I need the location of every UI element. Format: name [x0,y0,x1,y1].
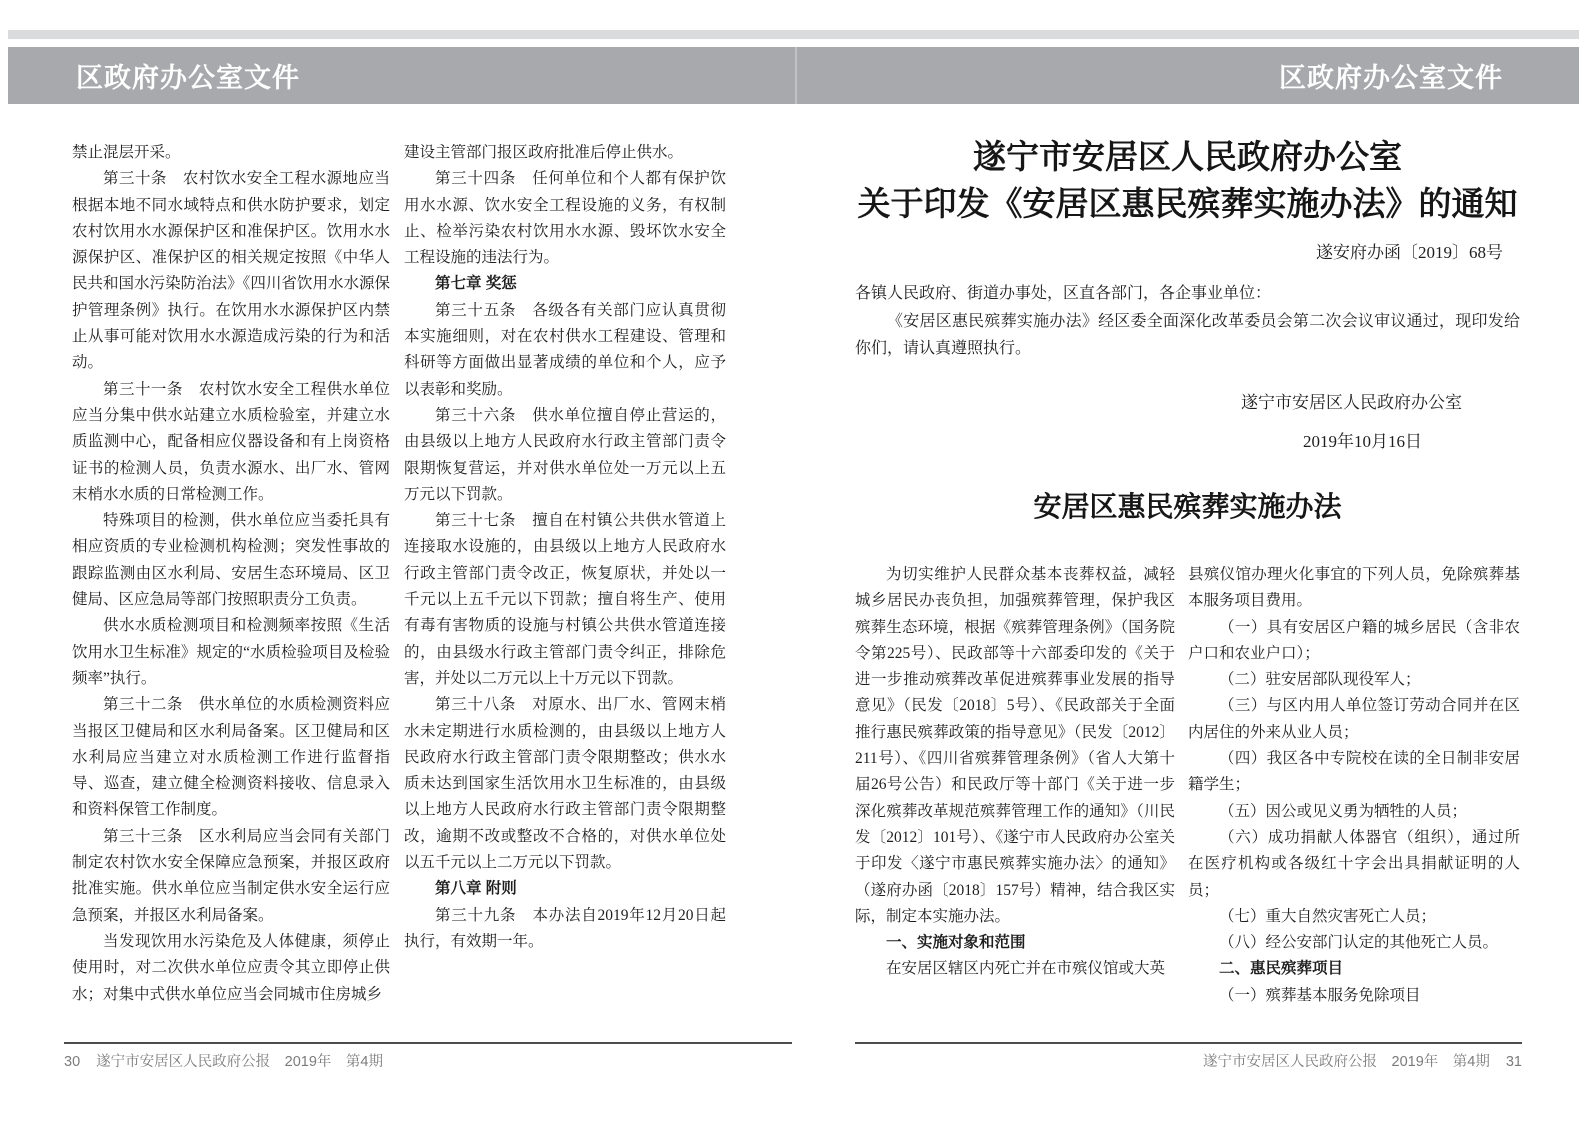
notice-body [855,280,1520,363]
list-item: （八）经公安部门认定的其他死亡人员。 [1219,934,1499,952]
paragraph: 为切实维护人民群众基本丧葬权益，减轻城乡居民办丧负担，加强殡葬管理，保护我区殡葬生态环境，根据《殡葬管理条例》（国务院令第225号）、民政部等十六部委印发的《关于进一步推动殡葬改革促进殡葬事业发展的指导意见》（民发〔2018〕5号）、《民政部关于全面推行惠民殡葬政策的指导意见》（民发〔2012〕211号）、《四川省殡葬管理条例》（省人大第十届26号公告）和民政厅等十部门《关于进一步深化殡葬改革规范殡葬管理工作的通知》（川民发〔2012〕101号）、《遂宁市人民政府办公室关于印发〈遂宁市惠民殡葬实施办法〉的通知》（遂府办函〔2018〕157号）精神，结合我区实际，制定本实施办法。 [855,566,1175,925]
notice-paragraph: 《安居区惠民殡葬实施办法》经区委全面深化改革委员会第二次会议审议通过，现印发给你们，请认真遵照执行。 [855,312,1520,357]
banner-right-label: 区政府办公室文件 [1279,63,1503,93]
page-number: 30 [64,1054,81,1070]
article-paragraph: 第三十四条 任何单位和个人都有保护饮用水水源、饮水安全工程设施的义务，有权制止、检举污染农村饮用水水源、毁坏饮水安全工程设施的违法行为。 [404,170,726,267]
page-number: 31 [1505,1054,1522,1070]
top-accent-strip [8,30,1579,39]
list-item: （二）驻安居部队现役军人； [1219,671,1421,689]
right-page-footer [855,1042,1522,1071]
paragraph: 供水水质检测项目和检测频率按照《生活饮用水卫生标准》规定的“水质检验项目及检验频率”执行。 [72,617,390,687]
document-title-line1: 遂宁市安居区人民政府办公室 [973,138,1402,175]
right-page-column-2 [1188,562,1520,1009]
document-title [855,133,1520,227]
paragraph: 特殊项目的检测，供水单位应当委托具有相应资质的专业检测机构检测；突发性事故的跟踪监测由区水利局、安居生态环境局、区卫健局、区应急局等部门按照职责分工负责。 [72,512,390,609]
section-heading: 二、惠民殡葬项目 [1219,960,1344,978]
section-title: 安居区惠民殡葬实施办法 [1033,491,1342,522]
paragraph: 禁止混层开采。 [72,144,181,161]
signoff-organization: 遂宁市安居区人民政府办公室 [1241,393,1462,412]
left-page-column-2 [404,140,726,955]
left-page-column-1 [72,140,390,1008]
list-item: （五）因公或见义勇为牺牲的人员； [1219,802,1468,820]
list-item: （六）成功捐献人体器官（组织），通过所在医疗机构或各级红十字会出具捐献证明的人员； [1188,828,1520,899]
salutation: 各镇人民政府、街道办事处，区直各部门，各企事业单位： [855,285,1272,302]
paragraph: 建设主管部门报区政府批准后停止供水。 [404,144,684,161]
section-heading: 一、实施对象和范围 [886,934,1026,952]
list-item: （三）与区内用人单位签订劳动合同并在区内居住的外来从业人员； [1188,697,1520,741]
document-title-line2: 关于印发《安居区惠民殡葬实施办法》的通知 [857,185,1518,222]
article-paragraph: 第三十一条 农村饮水安全工程供水单位应当分集中供水站建立水质检验室，并建立水质监测中心，配备相应仪器设备和有上岗资格证书的检测人员，负责水源水、出厂水、管网末梢水水质的日常检测工作。 [72,380,390,503]
article-paragraph: 第三十条 农村饮水安全工程水源地应当根据本地不同水域特点和供水防护要求，划定农村饮用水水源保护区和准保护区。饮用水水源保护区、准保护区的相关规定按照《中华人民共和国水污染防治法》《四川省饮用水水源保护管理条例》执行。在饮用水水源保护区内禁止从事可能对饮用水水源造成污染的行为和活动。 [72,170,390,372]
paragraph: 县殡仪馆办理火化事宜的下列人员，免除殡葬基本服务项目费用。 [1188,566,1520,610]
article-paragraph: 第三十八条 对原水、出厂水、管网末梢水未定期进行水质检测的，由县级以上地方人民政府水行政主管部门责令限期整改；供水水质未达到国家生活饮用水卫生标准的，由县级以上地方人民政府水行政主管部门责令限期整改，逾期不改或整改不合格的，对供水单位处以五千元以上二万元以下罚款。 [404,696,726,872]
article-paragraph: 第三十二条 供水单位的水质检测资料应当报区卫健局和区水利局备案。区卫健局和区水利局应当建立对水质检测工作进行监督指导、巡查，建立健全检测资料接收、信息录入和资料保管工作制度。 [72,696,390,819]
signoff-date: 2019年10月16日 [1303,432,1422,451]
page-gutter-seam [795,47,797,104]
gazette-label: 遂宁市安居区人民政府公报 2019年 第4期 [1203,1054,1490,1070]
chapter-heading: 第八章 附则 [435,880,517,898]
list-item: （一）具有安居区户籍的城乡居民（含非农户口和农业户口）； [1188,618,1520,662]
article-paragraph: 第三十七条 擅自在村镇公共供水管道上连接取水设施的，由县级以上地方人民政府水行政主管部门责令改正，恢复原状，并处以一千元以上五千元以下罚款；擅自将生产、使用有毒有害物质的设施与村镇公共供水管道连接的，由县级水行政主管部门责令纠正，排除危害，并处以二万元以上十万元以下罚款。 [404,512,726,687]
article-paragraph: 第三十九条 本办法自2019年12月20日起执行，有效期一年。 [404,906,726,950]
header-banner [8,47,1579,104]
left-page-footer [64,1042,792,1071]
list-item: （一）殡葬基本服务免除项目 [1219,986,1421,1004]
banner-left-label: 区政府办公室文件 [76,63,300,93]
article-paragraph: 第三十六条 供水单位擅自停止营运的，由县级以上地方人民政府水行政主管部门责令限期恢复营运，并对供水单位处一万元以上五万元以下罚款。 [404,406,726,503]
list-item: （七）重大自然灾害死亡人员； [1219,907,1437,925]
right-page-column-1 [855,562,1175,983]
list-item: （四）我区各中专院校在读的全日制非安居籍学生； [1188,750,1520,794]
gazette-label: 遂宁市安居区人民政府公报 2019年 第4期 [96,1054,383,1070]
paragraph: 当发现饮用水污染危及人体健康，须停止使用时，对二次供水单位应责令其立即停止供水；对集中式供水单位应当会同城市住房城乡 [72,932,390,1003]
paragraph: 在安居区辖区内死亡并在市殡仪馆或大英 [886,960,1166,978]
document-number: 遂安府办函〔2019〕68号 [1316,243,1503,262]
chapter-heading: 第七章 奖惩 [435,275,517,293]
article-paragraph: 第三十五条 各级各有关部门应认真贯彻本实施细则，对在农村供水工程建设、管理和科研等方面做出显著成绩的单位和个人，应予以表彰和奖励。 [404,301,726,398]
article-paragraph: 第三十三条 区水利局应当会同有关部门制定农村饮水安全保障应急预案，并报区政府批准实施。供水单位应当制定供水安全运行应急预案，并报区水利局备案。 [72,827,390,924]
